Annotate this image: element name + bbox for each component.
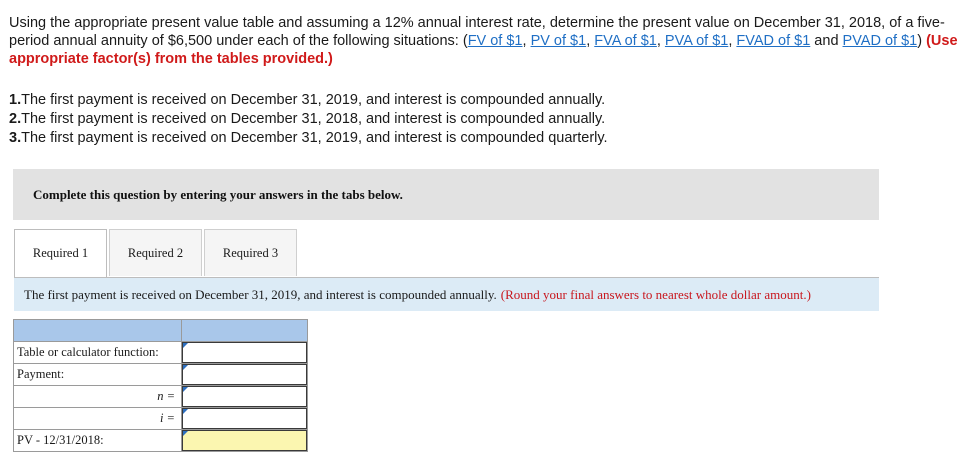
table-row bbox=[14, 364, 308, 386]
tab-instruction bbox=[14, 278, 879, 311]
tab-required-3[interactable]: Required 3 bbox=[204, 229, 297, 276]
row-label-n: n = bbox=[14, 386, 182, 408]
answer-cell bbox=[182, 342, 308, 364]
n-input[interactable] bbox=[182, 386, 307, 407]
rounding-note: (Round your final answers to nearest whole dollar amount.) bbox=[500, 286, 811, 302]
i-input[interactable] bbox=[182, 408, 307, 429]
link-pva-of-1[interactable]: PVA of $1 bbox=[664, 33, 729, 49]
table-header-cell bbox=[14, 320, 182, 342]
instructions-banner: Complete this question by entering your answers in the tabs below. bbox=[13, 169, 879, 220]
row-label-function: Table or calculator function: bbox=[14, 342, 182, 364]
link-pv-of-1[interactable]: PV of $1 bbox=[530, 33, 587, 49]
tab-bar bbox=[14, 229, 299, 277]
link-fv-of-1[interactable]: FV of $1 bbox=[467, 33, 523, 49]
list-item: 2.The first payment is received on December 31, 2018, and interest is compounded annually. bbox=[9, 111, 606, 127]
table-row bbox=[14, 342, 308, 364]
list-item: 3.The first payment is received on December 31, 2019, and interest is compounded quarterly. bbox=[9, 130, 608, 146]
situation-list bbox=[9, 91, 608, 148]
row-label-i: i = bbox=[14, 408, 182, 430]
link-pvad-of-1[interactable]: PVAD of $1 bbox=[842, 33, 918, 49]
question-text: Using the appropriate present value table and assuming a 12% annual interest rate, determine the present value on December 31, 2018, of a five-period annual annuity of $6,500 under each of the following situations: (FV of $1, PV of $1, FVA of $1, PVA of $1, FVAD of $1 and PVAD of $1) (Use appropriate factor(s) from the tables provided.) bbox=[9, 15, 958, 67]
list-item: 1.The first payment is received on December 31, 2019, and interest is compounded annually. bbox=[9, 92, 606, 108]
answer-cell bbox=[182, 430, 308, 452]
row-label-pv: PV - 12/31/2018: bbox=[14, 430, 182, 452]
answer-cell bbox=[182, 386, 308, 408]
answer-cell bbox=[182, 364, 308, 386]
tab-required-2[interactable]: Required 2 bbox=[109, 229, 202, 276]
tab-required-1[interactable]: Required 1 bbox=[14, 229, 107, 277]
function-input[interactable] bbox=[182, 342, 307, 363]
row-label-payment: Payment: bbox=[14, 364, 182, 386]
link-fvad-of-1[interactable]: FVAD of $1 bbox=[736, 33, 811, 49]
pv-input[interactable] bbox=[182, 430, 307, 451]
question-intro: Using the appropriate present value table and assuming a 12% annual interest rate, determine the present value on December 31, 2018, of a five-period annual annuity of $6,500 under each of the following situations: ( bbox=[9, 15, 945, 49]
answer-cell bbox=[182, 408, 308, 430]
link-fva-of-1[interactable]: FVA of $1 bbox=[594, 33, 657, 49]
question-emphasis: (Use appropriate factor(s) from the tables provided.) bbox=[9, 33, 958, 67]
payment-input[interactable] bbox=[182, 364, 307, 385]
table-header-row bbox=[14, 320, 308, 342]
instruction-text: The first payment is received on December 31, 2019, and interest is compounded annually. bbox=[24, 286, 497, 302]
table-row bbox=[14, 430, 308, 452]
table-row bbox=[14, 386, 308, 408]
table-header-cell bbox=[182, 320, 308, 342]
answer-table bbox=[13, 319, 308, 452]
table-row bbox=[14, 408, 308, 430]
